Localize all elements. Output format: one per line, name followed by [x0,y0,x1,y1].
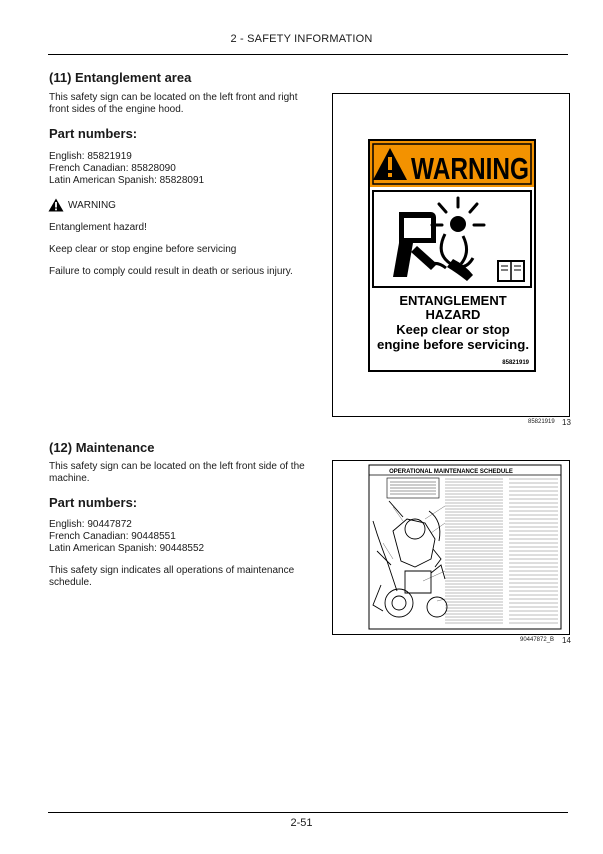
warning-label: WARNING [68,199,116,211]
entanglement-warning-sign [333,94,569,416]
figure-14-frame [332,460,570,635]
figure-13-number: 13 [562,418,571,427]
section-12-description: This safety sign can be located on the left front side of the machine. [49,461,305,484]
section-11-parts-heading: Part numbers: [49,126,138,141]
sign-part-number: 85821919 [502,360,529,366]
section-12-part-french: French Canadian: 90448551 [49,531,176,542]
sign-line-1: ENTANGLEMENT [399,293,507,308]
section-11-part-french: French Canadian: 85828090 [49,163,176,174]
figure-14-number: 14 [562,636,571,645]
schedule-title: OPERATIONAL MAINTENANCE SCHEDULE [389,469,513,475]
sign-banner-text: WARNING [411,151,529,186]
figure-13-frame [332,93,570,417]
section-12-part-spanish: Latin American Spanish: 90448552 [49,543,205,554]
section-11-description: This safety sign can be located on the left front and right front sides of the engine hood. [49,92,298,115]
figure-14-caption: 90447872_B [520,637,555,643]
sign-line-3: Keep clear or stop [396,322,510,337]
section-11-line-2: Keep clear or stop engine before servicing [49,244,237,255]
maintenance-schedule-sign [333,461,569,634]
section-12-part-english: English: 90447872 [49,519,132,530]
section-12-parts-heading: Part numbers: [49,495,138,510]
section-11-part-spanish: Latin American Spanish: 85828091 [49,175,205,186]
section-12-title: (12) Maintenance [49,440,155,455]
sign-line-4: engine before servicing. [377,337,529,352]
section-11-title: (11) Entanglement area [49,70,192,85]
footer-rule [48,812,568,813]
sign-line-2: HAZARD [425,307,481,322]
section-11-line-1: Entanglement hazard! [49,222,147,233]
section-12-note: This safety sign indicates all operations of maintenance schedule. [49,565,295,588]
figure-13-caption: 85821919 [528,419,555,425]
page-number: 2-51 [290,817,313,829]
header-rule [48,54,568,55]
section-11-line-3: Failure to comply could result in death or serious injury. [49,266,293,277]
section-11-part-english: English: 85821919 [49,151,132,162]
warning-triangle-icon [48,198,64,212]
page-header: 2 - SAFETY INFORMATION [230,33,373,45]
warning-notice [48,198,116,212]
manual-book-icon [498,261,524,281]
